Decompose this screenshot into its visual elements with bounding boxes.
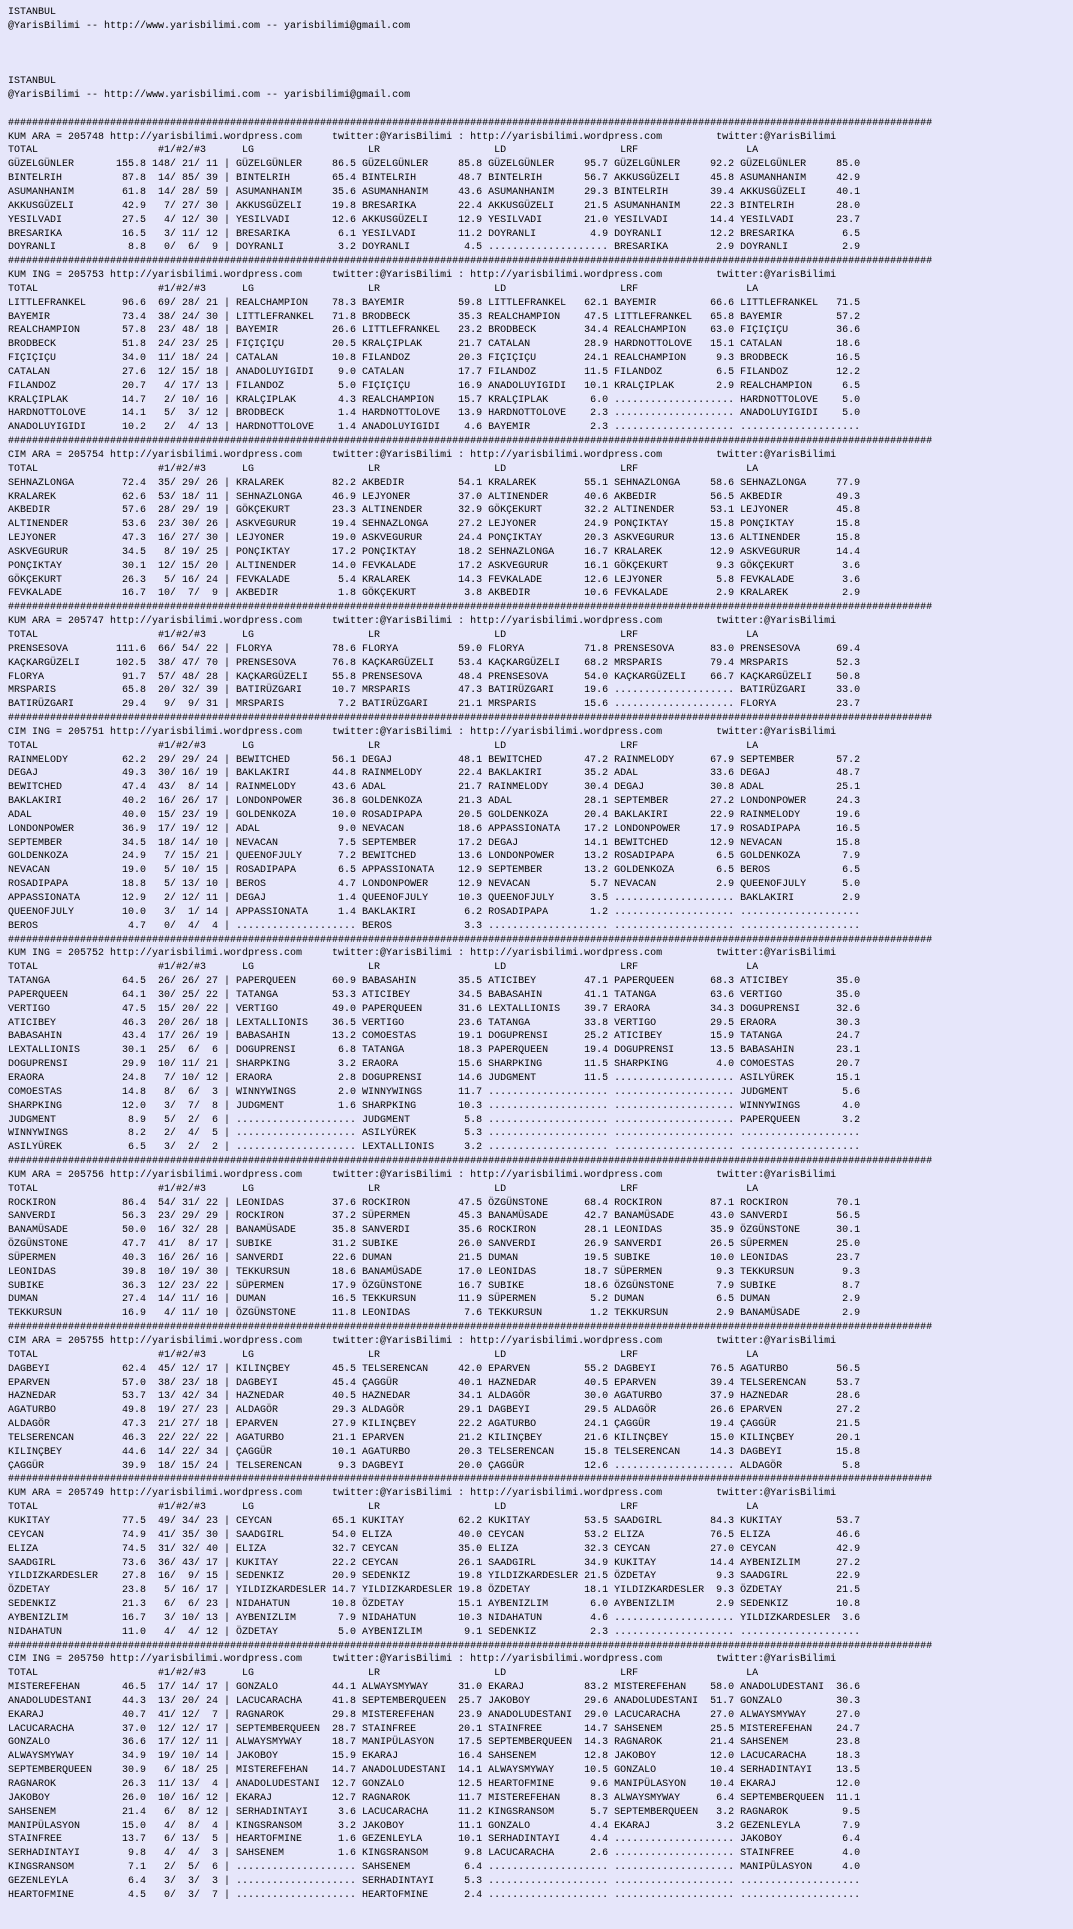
horse-row: KRALAREK 62.6 53/ 18/ 11 | SEHNAZLONGA 46.9 LEJYONER 37.0 ALTINENDER 40.6 AKBEDIR 56.5 AKBEDIR 49.3 xyxy=(8,491,861,503)
horse-row: ÖZGÜNSTONE 47.7 41/ 8/ 17 | SUBIKE 31.2 SUBIKE 26.0 SANVERDI 26.9 SANVERDI 26.5 SÜPERMEN 25.0 xyxy=(8,1239,861,1251)
separator-line: ########################################################################################################################################################## xyxy=(8,256,933,268)
horse-row: LONDONPOWER 36.9 17/ 19/ 12 | ADAL 9.0 NEVACAN 18.6 APPASSIONATA 17.2 LONDONPOWER 17.9 ROSADIPAPA 16.5 xyxy=(8,823,861,835)
horse-row: BINTELRIH 87.8 14/ 85/ 39 | BINTELRIH 65.4 BINTELRIH 48.7 BINTELRIH 56.7 AKKUSGÜZELI 45.8 ASUMANHANIM 42.9 xyxy=(8,173,861,185)
horse-row: ANADOLUYIGIDI 10.2 2/ 4/ 13 | HARDNOTTOLOVE 1.4 ANADOLUYIGIDI 4.6 BAYEMIR 2.3 .................... .................... xyxy=(8,422,861,434)
horse-row: AGATURBO 49.8 19/ 27/ 23 | ALDAGÖR 29.3 ALDAGÖR 29.1 DAGBEYI 29.5 ALDAGÖR 26.6 EPARVEN 27.2 xyxy=(8,1405,861,1417)
horse-row: BAKLAKIRI 40.2 16/ 26/ 17 | LONDONPOWER 36.8 GOLDENKOZA 21.3 ADAL 28.1 SEPTEMBER 27.2 LONDONPOWER 24.3 xyxy=(8,796,861,808)
horse-row: GÖKÇEKURT 26.3 5/ 16/ 24 | FEVKALADE 5.4 KRALAREK 14.3 FEVKALADE 12.6 LEJYONER 5.8 FEVKALADE 3.6 xyxy=(8,574,861,586)
horse-row: ERAORA 24.8 7/ 10/ 12 | ERAORA 2.8 DOGUPRENSI 14.6 JUDGMENT 11.5 .................... ASILYÜREK 15.1 xyxy=(8,1072,861,1084)
horse-row: ASUMANHANIM 61.8 14/ 28/ 59 | ASUMANHANIM 35.6 ASUMANHANIM 43.6 ASUMANHANIM 29.3 BINTELRIH 39.4 AKKUSGÜZELI 40.1 xyxy=(8,186,861,198)
horse-row: KAÇKARGÜZELI 102.5 38/ 47/ 70 | PRENSESOVA 76.8 KAÇKARGÜZELI 53.4 KAÇKARGÜZELI 68.2 MRSPARIS 79.4 MRSPARIS 52.3 xyxy=(8,657,861,669)
blank-line xyxy=(8,103,1073,117)
separator-line: ########################################################################################################################################################## xyxy=(8,1640,933,1652)
horse-row: SUBIKE 36.3 12/ 23/ 22 | SÜPERMEN 17.9 ÖZGÜNSTONE 16.7 SUBIKE 18.6 ÖZGÜNSTONE 7.9 SUBIKE 8.7 xyxy=(8,1280,861,1292)
horse-row: AYBENIZLIM 16.7 3/ 10/ 13 | AYBENIZLIM 7.9 NIDAHATUN 10.3 NIDAHATUN 4.6 .................... YILDIZKARDESLER 3.6 xyxy=(8,1612,861,1624)
race-header-line: KUM ARA = 205749 http://yarisbilimi.wordpress.com twitter:@YarisBilimi : http://yarisbilimi.wordpress.com twitter:@YarisBilimi xyxy=(8,1488,837,1500)
horse-row: PAPERQUEEN 64.1 30/ 25/ 22 | TATANGA 53.3 ATICIBEY 34.5 BABASAHIN 41.1 TATANGA 63.6 VERTIGO 35.0 xyxy=(8,989,861,1001)
horse-row: QUEENOFJULY 10.0 3/ 1/ 14 | APPASSIONATA 1.4 BAKLAKIRI 6.2 ROSADIPAPA 1.2 .................... .................... xyxy=(8,906,861,918)
horse-row: ELIZA 74.5 31/ 32/ 40 | ELIZA 32.7 CEYCAN 35.0 ELIZA 32.3 CEYCAN 27.0 CEYCAN 42.9 xyxy=(8,1543,861,1555)
horse-row: ASKVEGURUR 34.5 8/ 19/ 25 | PONÇIKTAY 17.2 PONÇIKTAY 18.2 SEHNAZLONGA 16.7 KRALAREK 12.9 ASKVEGURUR 14.4 xyxy=(8,546,861,558)
horse-row: CEYCAN 74.9 41/ 35/ 30 | SAADGIRL 54.0 ELIZA 40.0 CEYCAN 53.2 ELIZA 76.5 ELIZA 46.6 xyxy=(8,1529,861,1541)
horse-row: SAADGIRL 73.6 36/ 43/ 17 | KUKITAY 22.2 CEYCAN 26.1 SAADGIRL 34.9 KUKITAY 14.4 AYBENIZLIM 27.2 xyxy=(8,1557,861,1569)
horse-row: STAINFREE 13.7 6/ 13/ 5 | HEARTOFMINE 1.6 GEZENLEYLA 10.1 SERHADINTAYI 4.4 .................... JAKOBOY 6.4 xyxy=(8,1834,861,1846)
horse-row: GEZENLEYLA 6.4 3/ 3/ 3 | .................... SERHADINTAYI 5.3 .................... .................... .................... xyxy=(8,1875,861,1887)
horse-row: DOGUPRENSI 29.9 10/ 11/ 21 | SHARPKING 3.2 ERAORA 15.6 SHARPKING 11.5 SHARPKING 4.0 COMOESTAS 20.7 xyxy=(8,1059,861,1071)
horse-row: YESILVADI 27.5 4/ 12/ 30 | YESILVADI 12.6 AKKUSGÜZELI 12.9 YESILVADI 21.0 YESILVADI 14.4 YESILVADI 23.7 xyxy=(8,214,861,226)
blank-line xyxy=(8,48,1073,62)
race-header-line: CIM ARA = 205755 http://yarisbilimi.wordpress.com twitter:@YarisBilimi : http://yarisbilimi.wordpress.com twitter:@YarisBilimi xyxy=(8,1336,837,1347)
horse-row: FIÇIÇIÇU 34.0 11/ 18/ 24 | CATALAN 10.8 FILANDOZ 20.3 FIÇIÇIÇU 24.1 REALCHAMPION 9.3 BRODBECK 16.5 xyxy=(8,353,861,365)
horse-row: DUMAN 27.4 14/ 11/ 16 | DUMAN 16.5 TEKKURSUN 11.9 SÜPERMEN 5.2 DUMAN 6.5 DUMAN 2.9 xyxy=(8,1294,861,1306)
horse-row: RAGNAROK 26.3 11/ 13/ 4 | ANADOLUDESTANI 12.7 GONZALO 12.5 HEARTOFMINE 9.6 MANIPÜLASYON 10.4 EKARAJ 12.0 xyxy=(8,1779,861,1790)
horse-row: LEJYONER 47.3 16/ 27/ 30 | LEJYONER 19.0 ASKVEGURUR 24.4 PONÇIKTAY 20.3 ASKVEGURUR 13.6 ALTINENDER 15.8 xyxy=(8,533,861,545)
horse-row: ÖZDETAY 23.8 5/ 16/ 17 | YILDIZKARDESLER 14.7 YILDIZKARDESLER 19.8 ÖZDETAY 18.1 YILDIZKARDESLER 9.3 ÖZDETAY 21.5 xyxy=(8,1585,861,1597)
race-header-line: KUM ING = 205752 http://yarisbilimi.wordpress.com twitter:@YarisBilimi : http://yarisbilimi.wordpress.com twitter:@YarisBilimi xyxy=(8,948,837,960)
separator-line: ########################################################################################################################################################## xyxy=(8,1474,933,1486)
horse-row: KILINÇBEY 44.6 14/ 22/ 34 | ÇAGGÜR 10.1 AGATURBO 20.3 TELSERENCAN 15.8 TELSERENCAN 14.3 DAGBEYI 15.8 xyxy=(8,1446,861,1458)
text-line: @YarisBilimi -- http://www.yarisbilimi.com -- yarisbilimi@gmail.com xyxy=(8,90,411,102)
race-header-line: CIM ING = 205750 http://yarisbilimi.wordpress.com twitter:@YarisBilimi : http://yarisbilimi.wordpress.com twitter:@YarisBilimi xyxy=(8,1654,837,1666)
horse-row: BEROS 4.7 0/ 4/ 4 | .................... BEROS 3.3 .................... .................... .................... xyxy=(8,920,861,932)
horse-row: ALWAYSMYWAY 34.9 19/ 10/ 14 | JAKOBOY 15.9 EKARAJ 16.4 SAHSENEM 12.8 JAKOBOY 12.0 LACUCARACHA 18.3 xyxy=(8,1751,861,1763)
horse-row: ROCKIRON 86.4 54/ 31/ 22 | LEONIDAS 37.6 ROCKIRON 47.5 ÖZGÜNSTONE 68.4 ROCKIRON 87.1 ROCKIRON 70.1 xyxy=(8,1197,861,1209)
horse-row: HAZNEDAR 53.7 13/ 42/ 34 | HAZNEDAR 40.5 HAZNEDAR 34.1 ALDAGÖR 30.0 AGATURBO 37.9 HAZNEDAR 28.6 xyxy=(8,1391,861,1403)
horse-row: LACUCARACHA 37.0 12/ 12/ 17 | SEPTEMBERQUEEN 28.7 STAINFREE 20.1 STAINFREE 14.7 SAHSENEM 25.5 MISTEREFEHAN 24.7 xyxy=(8,1723,861,1735)
horse-row: TEKKURSUN 16.9 4/ 11/ 10 | ÖZGÜNSTONE 11.8 LEONIDAS 7.6 TEKKURSUN 1.2 TEKKURSUN 2.9 BANAMÜSADE 2.9 xyxy=(8,1308,861,1320)
horse-row: HEARTOFMINE 4.5 0/ 3/ 7 | .................... HEARTOFMINE 2.4 .................... .................... .................... xyxy=(8,1889,861,1901)
column-header-line: TOTAL #1/#2/#3 LG LR LD LRF LA xyxy=(8,1502,759,1514)
horse-row: SAHSENEM 21.4 6/ 8/ 12 | SERHADINTAYI 3.6 LACUCARACHA 11.2 KINGSRANSOM 5.7 SEPTEMBERQUEEN 3.2 RAGNAROK 9.5 xyxy=(8,1806,861,1818)
horse-row: SANVERDI 56.3 23/ 29/ 29 | ROCKIRON 37.2 SÜPERMEN 45.3 BANAMÜSADE 42.7 BANAMÜSADE 43.0 SANVERDI 56.5 xyxy=(8,1211,861,1223)
horse-row: SEPTEMBER 34.5 18/ 14/ 10 | NEVACAN 7.5 SEPTEMBER 17.2 DEGAJ 14.1 BEWITCHED 12.9 NEVACAN 15.8 xyxy=(8,837,861,849)
horse-row: ROSADIPAPA 18.8 5/ 13/ 10 | BEROS 4.7 LONDONPOWER 12.9 NEVACAN 5.7 NEVACAN 2.9 QUEENOFJULY 5.0 xyxy=(8,879,861,891)
horse-row: JAKOBOY 26.0 10/ 16/ 12 | EKARAJ 12.7 RAGNAROK 11.7 MISTEREFEHAN 8.3 ALWAYSMYWAY 6.4 SEPTEMBERQUEEN 11.1 xyxy=(8,1792,861,1804)
horse-row: EKARAJ 40.7 41/ 12/ 7 | RAGNAROK 29.8 MISTEREFEHAN 23.9 ANADOLUDESTANI 29.0 LACUCARACHA 27.0 ALWAYSMYWAY 27.0 xyxy=(8,1709,861,1721)
race-header-line: CIM ARA = 205754 http://yarisbilimi.wordpress.com twitter:@YarisBilimi : http://yarisbilimi.wordpress.com twitter:@YarisBilimi xyxy=(8,450,837,461)
horse-row: AKBEDIR 57.6 28/ 29/ 19 | GÖKÇEKURT 23.3 ALTINENDER 32.9 GÖKÇEKURT 32.2 ALTINENDER 53.1 LEJYONER 45.8 xyxy=(8,505,861,517)
separator-line: ########################################################################################################################################################## xyxy=(8,1322,933,1334)
horse-row: ASILYÜREK 6.5 3/ 2/ 2 | .................... LEXTALLIONIS 3.2 .................... .................... .................... xyxy=(8,1142,861,1154)
horse-row: COMOESTAS 14.8 8/ 6/ 3 | WINNYWINGS 2.0 WINNYWINGS 11.7 .................... .................... JUDGMENT 5.6 xyxy=(8,1086,861,1098)
text-line: ISTANBUL xyxy=(8,7,57,18)
separator-line: ########################################################################################################################################################## xyxy=(8,117,933,129)
horse-row: FLORYA 91.7 57/ 48/ 28 | KAÇKARGÜZELI 55.8 PRENSESOVA 48.4 PRENSESOVA 54.0 KAÇKARGÜZELI 66.7 KAÇKARGÜZELI 50.8 xyxy=(8,671,861,683)
horse-row: KINGSRANSOM 7.1 2/ 5/ 6 | .................... SAHSENEM 6.4 .................... .................... MANIPÜLASYON 4.0 xyxy=(8,1862,861,1874)
race-header-line: CIM ING = 205751 http://yarisbilimi.wordpress.com twitter:@YarisBilimi : http://yarisbilimi.wordpress.com twitter:@YarisBilimi xyxy=(8,726,837,738)
horse-row: MISTEREFEHAN 46.5 17/ 14/ 17 | GONZALO 44.1 ALWAYSMYWAY 31.0 EKARAJ 83.2 MISTEREFEHAN 58.0 ANADOLUDESTANI 36.6 xyxy=(8,1682,861,1694)
horse-row: GÜZELGÜNLER 155.8 148/ 21/ 11 | GÜZELGÜNLER 86.5 GÜZELGÜNLER 85.8 GÜZELGÜNLER 95.7 GÜZELGÜNLER 92.2 GÜZELGÜNLER 85.0 xyxy=(8,159,861,171)
horse-row: NEVACAN 19.0 5/ 10/ 15 | ROSADIPAPA 6.5 APPASSIONATA 12.9 SEPTEMBER 13.2 GOLDENKOZA 6.5 BEROS 6.5 xyxy=(8,865,861,877)
horse-row: JUDGMENT 8.9 5/ 2/ 6 | .................... JUDGMENT 5.8 .................... .................... PAPERQUEEN 3.2 xyxy=(8,1114,861,1126)
horse-row: LEXTALLIONIS 30.1 25/ 6/ 6 | DOGUPRENSI 6.8 TATANGA 18.3 PAPERQUEEN 19.4 DOGUPRENSI 13.5 BABASAHIN 23.1 xyxy=(8,1045,861,1057)
horse-row: RAINMELODY 62.2 29/ 29/ 24 | BEWITCHED 56.1 DEGAJ 48.1 BEWITCHED 47.2 RAINMELODY 67.9 SEPTEMBER 57.2 xyxy=(8,754,861,766)
horse-row: SEPTEMBERQUEEN 30.9 6/ 18/ 25 | MISTEREFEHAN 14.7 ANADOLUDESTANI 14.1 ALWAYSMYWAY 10.5 GONZALO 10.4 SERHADINTAYI 13.5 xyxy=(8,1765,861,1777)
horse-row: REALCHAMPION 57.8 23/ 48/ 18 | BAYEMIR 26.6 LITTLEFRANKEL 23.2 BRODBECK 34.4 REALCHAMPION 63.0 FIÇIÇIÇU 36.6 xyxy=(8,325,861,337)
horse-row: BABASAHIN 43.4 17/ 26/ 19 | BABASAHIN 13.2 COMOESTAS 19.1 DOGUPRENSI 25.2 ATICIBEY 15.9 TATANGA 24.7 xyxy=(8,1031,861,1043)
horse-row: ADAL 40.0 15/ 23/ 19 | GOLDENKOZA 10.0 ROSADIPAPA 20.5 GOLDENKOZA 20.4 BAKLAKIRI 22.9 RAINMELODY 19.6 xyxy=(8,809,861,821)
horse-row: NIDAHATUN 11.0 4/ 4/ 12 | ÖZDETAY 5.0 AYBENIZLIM 9.1 SEDENKIZ 2.3 .................... .................... xyxy=(8,1626,861,1638)
horse-row: BAYEMIR 73.4 38/ 24/ 30 | LITTLEFRANKEL 71.8 BRODBECK 35.3 REALCHAMPION 47.5 LITTLEFRANKEL 65.8 BAYEMIR 57.2 xyxy=(8,311,861,323)
column-header-line: TOTAL #1/#2/#3 LG LR LD LRF LA xyxy=(8,283,759,295)
horse-row: DEGAJ 49.3 30/ 16/ 19 | BAKLAKIRI 44.8 RAINMELODY 22.4 BAKLAKIRI 35.2 ADAL 33.6 DEGAJ 48.7 xyxy=(8,768,861,780)
horse-row: FILANDOZ 20.7 4/ 17/ 13 | FILANDOZ 5.0 FIÇIÇIÇU 16.9 ANADOLUYIGIDI 10.1 KRALÇIPLAK 2.9 REALCHAMPION 6.5 xyxy=(8,380,861,392)
column-header-line: TOTAL #1/#2/#3 LG LR LD LRF LA xyxy=(8,1349,759,1361)
column-header-line: TOTAL #1/#2/#3 LG LR LD LRF LA xyxy=(8,629,759,641)
horse-row: ALTINENDER 53.6 23/ 30/ 26 | ASKVEGURUR 19.4 SEHNAZLONGA 27.2 LEJYONER 24.9 PONÇIKTAY 15.8 PONÇIKTAY 15.8 xyxy=(8,519,861,531)
horse-row: EPARVEN 57.0 38/ 23/ 18 | DAGBEYI 45.4 ÇAGGÜR 40.1 HAZNEDAR 40.5 EPARVEN 39.4 TELSERENCAN 53.7 xyxy=(8,1377,861,1389)
horse-row: VERTIGO 47.5 15/ 20/ 22 | VERTIGO 49.0 PAPERQUEEN 31.6 LEXTALLIONIS 39.7 ERAORA 34.3 DOGUPRENSI 32.6 xyxy=(8,1003,861,1015)
text-line: @YarisBilimi -- http://www.yarisbilimi.com -- yarisbilimi@gmail.com xyxy=(8,20,411,32)
horse-row: BEWITCHED 47.4 43/ 8/ 14 | RAINMELODY 43.6 ADAL 21.7 RAINMELODY 30.4 DEGAJ 30.8 ADAL 25.1 xyxy=(8,782,861,794)
separator-line: ########################################################################################################################################################## xyxy=(8,1156,933,1168)
horse-row: BRESARIKA 16.5 3/ 11/ 12 | BRESARIKA 6.1 YESILVADI 11.2 DOYRANLI 4.9 DOYRANLI 12.2 BRESARIKA 6.5 xyxy=(8,228,861,240)
column-header-line: TOTAL #1/#2/#3 LG LR LD LRF LA xyxy=(8,1183,759,1195)
horse-row: PRENSESOVA 111.6 66/ 54/ 22 | FLORYA 78.6 FLORYA 59.0 FLORYA 71.8 PRENSESOVA 83.0 PRENSESOVA 69.4 xyxy=(8,643,861,655)
text-line: ISTANBUL xyxy=(8,76,57,88)
horse-row: HARDNOTTOLOVE 14.1 5/ 3/ 12 | BRODBECK 1.4 HARDNOTTOLOVE 13.9 HARDNOTTOLOVE 2.3 .................... ANADOLUYIGIDI 5.0 xyxy=(8,408,861,420)
horse-row: GONZALO 36.6 17/ 12/ 11 | ALWAYSMYWAY 18.7 MANIPÜLASYON 17.5 SEPTEMBERQUEEN 14.3 RAGNAROK 21.4 SAHSENEM 23.8 xyxy=(8,1737,861,1749)
horse-row: BANAMÜSADE 50.0 16/ 32/ 28 | BANAMÜSADE 35.8 SANVERDI 35.6 ROCKIRON 28.1 LEONIDAS 35.9 ÖZGÜNSTONE 30.1 xyxy=(8,1225,861,1237)
horse-row: KRALÇIPLAK 14.7 2/ 10/ 16 | KRALÇIPLAK 4.3 REALCHAMPION 15.7 KRALÇIPLAK 6.0 .................... HARDNOTTOLOVE 5.0 xyxy=(8,394,861,406)
horse-row: DAGBEYI 62.4 45/ 12/ 17 | KILINÇBEY 45.5 TELSERENCAN 42.0 EPARVEN 55.2 DAGBEYI 76.5 AGATURBO 56.5 xyxy=(8,1363,861,1375)
horse-row: BRODBECK 51.8 24/ 23/ 25 | FIÇIÇIÇU 20.5 KRALÇIPLAK 21.7 CATALAN 28.9 HARDNOTTOLOVE 15.1 CATALAN 18.6 xyxy=(8,339,861,351)
horse-row: MRSPARIS 65.8 20/ 32/ 39 | BATIRÜZGARI 10.7 MRSPARIS 47.3 BATIRÜZGARI 19.6 .................... BATIRÜZGARI 33.0 xyxy=(8,685,861,697)
horse-row: CATALAN 27.6 12/ 15/ 18 | ANADOLUYIGIDI 9.0 CATALAN 17.7 FILANDOZ 11.5 FILANDOZ 6.5 FILANDOZ 12.2 xyxy=(8,366,861,378)
separator-line: ########################################################################################################################################################## xyxy=(8,602,933,614)
horse-row: ÇAGGÜR 39.9 18/ 15/ 24 | TELSERENCAN 9.3 DAGBEYI 20.0 ÇAGGÜR 12.6 .................... ALDAGÖR 5.8 xyxy=(8,1460,861,1472)
horse-row: YILDIZKARDESLER 27.8 16/ 9/ 15 | SEDENKIZ 20.9 SEDENKIZ 19.8 YILDIZKARDESLER 21.5 ÖZDETAY 9.3 SAADGIRL 22.9 xyxy=(8,1571,861,1583)
horse-row: AKKUSGÜZELI 42.9 7/ 27/ 30 | AKKUSGÜZELI 19.8 BRESARIKA 22.4 AKKUSGÜZELI 21.5 ASUMANHANIM 22.3 BINTELRIH 28.0 xyxy=(8,200,861,212)
horse-row: ALDAGÖR 47.3 21/ 27/ 18 | EPARVEN 27.9 KILINÇBEY 22.2 AGATURBO 24.1 ÇAGGÜR 19.4 ÇAGGÜR 21.5 xyxy=(8,1419,861,1431)
horse-row: KUKITAY 77.5 49/ 34/ 23 | CEYCAN 65.1 KUKITAY 62.2 KUKITAY 53.5 SAADGIRL 84.3 KUKITAY 53.7 xyxy=(8,1515,861,1527)
column-header-line: TOTAL #1/#2/#3 LG LR LD LRF LA xyxy=(8,740,759,752)
horse-row: PONÇIKTAY 30.1 12/ 15/ 20 | ALTINENDER 14.0 FEVKALADE 17.2 ASKVEGURUR 16.1 GÖKÇEKURT 9.3 GÖKÇEKURT 3.6 xyxy=(8,560,861,572)
horse-row: SHARPKING 12.0 3/ 7/ 8 | JUDGMENT 1.6 SHARPKING 10.3 .................... .................... WINNYWINGS 4.0 xyxy=(8,1100,861,1112)
horse-row: BATIRÜZGARI 29.4 9/ 9/ 31 | MRSPARIS 7.2 BATIRÜZGARI 21.1 MRSPARIS 15.6 .................... FLORYA 23.7 xyxy=(8,699,861,711)
horse-row: GOLDENKOZA 24.9 7/ 15/ 21 | QUEENOFJULY 7.2 BEWITCHED 13.6 LONDONPOWER 13.2 ROSADIPAPA 6.5 GOLDENKOZA 7.9 xyxy=(8,851,861,863)
horse-row: SERHADINTAYI 9.8 4/ 4/ 3 | SAHSENEM 1.6 KINGSRANSOM 9.8 LACUCARACHA 2.6 .................... STAINFREE 4.0 xyxy=(8,1848,861,1860)
horse-row: MANIPÜLASYON 15.0 4/ 8/ 4 | KINGSRANSOM 3.2 JAKOBOY 11.1 GONZALO 4.4 EKARAJ 3.2 GEZENLEYLA 7.9 xyxy=(8,1820,861,1832)
horse-row: FEVKALADE 16.7 10/ 7/ 9 | AKBEDIR 1.8 GÖKÇEKURT 3.8 AKBEDIR 10.6 FEVKALADE 2.9 KRALAREK 2.9 xyxy=(8,588,861,600)
blank-line xyxy=(8,61,1073,75)
column-header-line: TOTAL #1/#2/#3 LG LR LD LRF LA xyxy=(8,463,759,475)
race-header-line: KUM ARA = 205756 http://yarisbilimi.wordpress.com twitter:@YarisBilimi : http://yarisbilimi.wordpress.com twitter:@YarisBilimi xyxy=(8,1169,837,1181)
race-header-line: KUM ARA = 205748 http://yarisbilimi.wordpress.com twitter:@YarisBilimi : http://yarisbilimi.wordpress.com twitter:@YarisBilimi xyxy=(8,131,837,143)
horse-row: SÜPERMEN 40.3 16/ 26/ 16 | SANVERDI 22.6 DUMAN 21.5 DUMAN 19.5 SUBIKE 10.0 LEONIDAS 23.7 xyxy=(8,1252,861,1264)
horse-row: APPASSIONATA 12.9 2/ 12/ 11 | DEGAJ 1.4 QUEENOFJULY 10.3 QUEENOFJULY 3.5 .................... BAKLAKIRI 2.9 xyxy=(8,893,861,904)
race-header-line: KUM ARA = 205747 http://yarisbilimi.wordpress.com twitter:@YarisBilimi : http://yarisbilimi.wordpress.com twitter:@YarisBilimi xyxy=(8,616,837,628)
blank-line xyxy=(8,34,1073,48)
horse-row: LITTLEFRANKEL 96.6 69/ 28/ 21 | REALCHAMPION 78.3 BAYEMIR 59.8 LITTLEFRANKEL 62.1 BAYEMIR 66.6 LITTLEFRANKEL 71.5 xyxy=(8,297,861,309)
horse-row: SEHNAZLONGA 72.4 35/ 29/ 26 | KRALAREK 82.2 AKBEDIR 54.1 KRALAREK 55.1 SEHNAZLONGA 58.6 SEHNAZLONGA 77.9 xyxy=(8,477,861,489)
race-header-line: KUM ING = 205753 http://yarisbilimi.wordpress.com twitter:@YarisBilimi : http://yarisbilimi.wordpress.com twitter:@YarisBilimi xyxy=(8,270,837,282)
separator-line: ########################################################################################################################################################## xyxy=(8,934,933,946)
horse-row: DOYRANLI 8.8 0/ 6/ 9 | DOYRANLI 3.2 DOYRANLI 4.5 .................... BRESARIKA 2.9 DOYRANLI 2.9 xyxy=(8,242,861,254)
horse-row: SEDENKIZ 21.3 6/ 6/ 23 | NIDAHATUN 10.8 ÖZDETAY 15.1 AYBENIZLIM 6.0 AYBENIZLIM 2.9 SEDENKIZ 10.8 xyxy=(8,1599,861,1611)
horse-row: TATANGA 64.5 26/ 26/ 27 | PAPERQUEEN 60.9 BABASAHIN 35.5 ATICIBEY 47.1 PAPERQUEEN 68.3 ATICIBEY 35.0 xyxy=(8,976,861,988)
separator-line: ########################################################################################################################################################## xyxy=(8,713,933,725)
horse-row: ATICIBEY 46.3 20/ 26/ 18 | LEXTALLIONIS 36.5 VERTIGO 23.6 TATANGA 33.8 VERTIGO 29.5 ERAORA 30.3 xyxy=(8,1017,861,1029)
horse-row: TELSERENCAN 46.3 22/ 22/ 22 | AGATURBO 21.1 EPARVEN 21.2 KILINÇBEY 21.6 KILINÇBEY 15.0 KILINÇBEY 20.1 xyxy=(8,1432,861,1444)
column-header-line: TOTAL #1/#2/#3 LG LR LD LRF LA xyxy=(8,145,759,157)
horse-row: LEONIDAS 39.8 10/ 19/ 30 | TEKKURSUN 18.6 BANAMÜSADE 17.0 LEONIDAS 18.7 SÜPERMEN 9.3 TEKKURSUN 9.3 xyxy=(8,1266,861,1278)
horse-row: WINNYWINGS 8.2 2/ 4/ 5 | .................... ASILYÜREK 5.3 .................... .................... .................... xyxy=(8,1128,861,1140)
column-header-line: TOTAL #1/#2/#3 LG LR LD LRF LA xyxy=(8,962,759,974)
column-header-line: TOTAL #1/#2/#3 LG LR LD LRF LA xyxy=(8,1668,759,1680)
horse-row: ANADOLUDESTANI 44.3 13/ 20/ 24 | LACUCARACHA 41.8 SEPTEMBERQUEEN 25.7 JAKOBOY 29.6 ANADOLUDESTANI 51.7 GONZALO 30.3 xyxy=(8,1695,861,1707)
separator-line: ########################################################################################################################################################## xyxy=(8,436,933,448)
